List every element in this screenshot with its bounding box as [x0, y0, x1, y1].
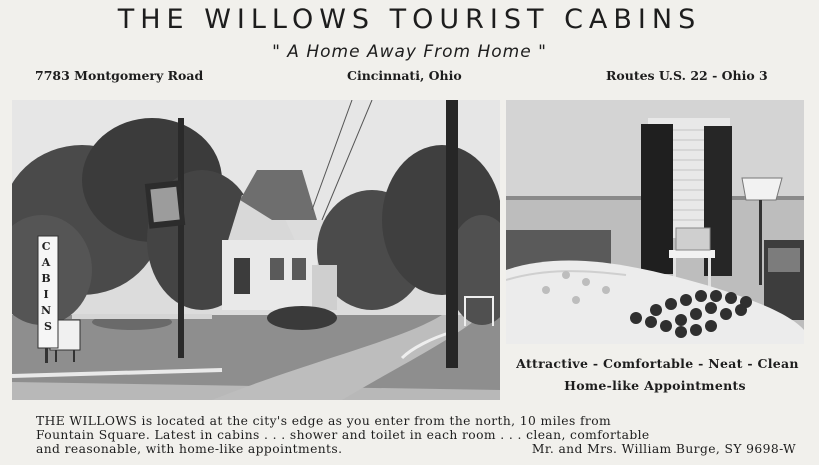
- page-title: THE WILLOWS TOURIST CABINS: [117, 4, 702, 35]
- description-line: THE WILLOWS is located at the city's edge as you enter from the north, 10 miles from: [36, 414, 612, 428]
- city: Cincinnati, Ohio: [347, 68, 462, 83]
- routes: Routes U.S. 22 - Ohio 3: [606, 68, 768, 83]
- cabins-letter: N: [41, 304, 52, 317]
- interior-caption-line1: Attractive - Comfortable - Neat - Clean: [516, 356, 799, 371]
- cabins-letter: S: [44, 320, 52, 333]
- cabins-letter: C: [41, 240, 51, 253]
- street-address: 7783 Montgomery Road: [35, 68, 204, 83]
- cabins-letter: A: [41, 256, 51, 269]
- description: [36, 414, 796, 456]
- owner-contact: Mr. and Mrs. William Burge, SY 9698-W: [531, 442, 796, 456]
- cabins-letter: I: [43, 288, 49, 301]
- tagline: " A Home Away From Home ": [272, 42, 547, 62]
- interior-caption-line2: Home-like Appointments: [564, 378, 746, 393]
- interior-photo: [506, 100, 804, 344]
- cabins-letter: B: [41, 272, 51, 285]
- description-line: Fountain Square. Latest in cabins . . . shower and toilet in each room . . . clean, comfortable: [36, 428, 650, 442]
- description-line-left: and reasonable, with home-like appointments.: [36, 442, 343, 456]
- exterior-photo: [12, 100, 500, 400]
- description-line: [36, 442, 796, 456]
